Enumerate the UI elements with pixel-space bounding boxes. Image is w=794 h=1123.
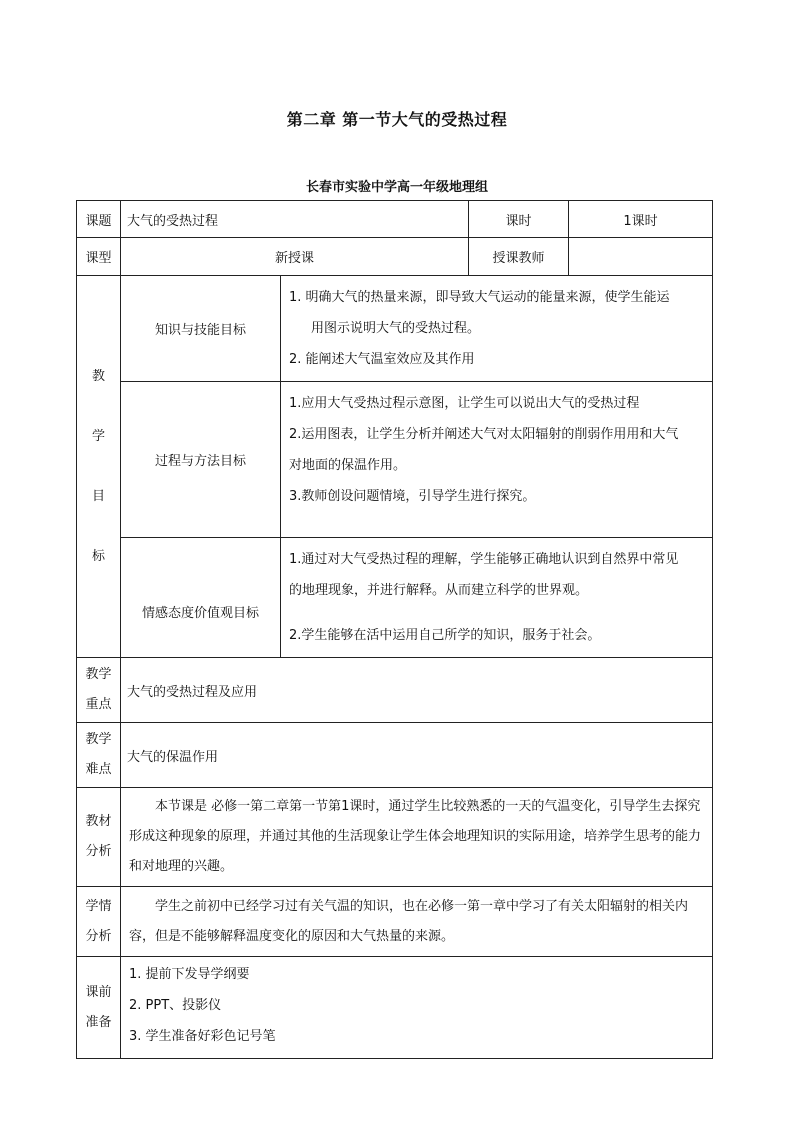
list-item: 3. 学生准备好彩色记号笔: [129, 1029, 276, 1044]
key-point-value: 大气的受热过程及应用: [121, 658, 713, 723]
material-label: 教材 分析: [77, 788, 121, 887]
difficulty-value: 大气的保温作用: [121, 723, 713, 788]
goals-label-char: 教: [91, 368, 105, 384]
goal-line: 1. 明确大气的热量来源，即导致大气运动的能量来源，使学生能运: [289, 290, 670, 305]
attitude-goal-content: [281, 538, 713, 658]
goal-knowledge-row: [77, 276, 713, 382]
process-goal-content: [281, 382, 713, 538]
learner-row: [77, 887, 713, 957]
difficulty-row: [77, 723, 713, 788]
topic-label: 课题: [77, 201, 121, 238]
material-row: [77, 788, 713, 887]
row-topic: [77, 201, 713, 238]
goal-attitude-row: [77, 538, 713, 658]
goals-label: [77, 276, 121, 658]
goal-line: 1.通过对大气受热过程的理解，学生能够正确地认识到自然界中常见: [289, 552, 679, 567]
difficulty-label: 教学 难点: [77, 723, 121, 788]
key-point-row: [77, 658, 713, 723]
row-type: [77, 238, 713, 276]
knowledge-goal-label: 知识与技能目标: [121, 276, 281, 382]
goal-line: 对地面的保温作用。: [289, 458, 407, 473]
attitude-goal-label: 情感态度价值观目标: [121, 538, 281, 658]
knowledge-goal-content: [281, 276, 713, 382]
prep-row: [77, 957, 713, 1059]
goal-line: 2.学生能够在活中运用自己所学的知识，服务于社会。: [289, 628, 601, 643]
goal-line: 的地理现象，并进行解释。从而建立科学的世界观。: [289, 583, 589, 598]
goal-line: 用图示说明大气的受热过程。: [311, 321, 481, 336]
learner-value: 学生之前初中已经学习过有关气温的知识，也在必修一第一章中学习了有关太阳辐射的相关内容，但是不能够解释温度变化的原因和大气热量的来源。: [121, 887, 713, 957]
goals-label-char: 目: [91, 488, 105, 504]
teacher-value: [569, 238, 713, 276]
document-subtitle: 长春市实验中学高一年级地理组: [305, 180, 488, 195]
goal-process-row: [77, 382, 713, 538]
topic-value: 大气的受热过程: [121, 201, 469, 238]
goals-label-char: 学: [91, 428, 105, 444]
teacher-label: 授课教师: [469, 238, 569, 276]
list-item: 2. PPT、投影仪: [129, 998, 222, 1013]
learner-label: 学情 分析: [77, 887, 121, 957]
goals-label-char: 标: [91, 548, 105, 564]
goal-line: 2.运用图表，让学生分析并阐述大气对太阳辐射的削弱作用用和大气: [289, 427, 679, 442]
hours-label: 课时: [469, 201, 569, 238]
type-value: 新授课: [121, 238, 469, 276]
process-goal-label: 过程与方法目标: [121, 382, 281, 538]
material-value: 本节课是 必修一第二章第一节第1课时，通过学生比较熟悉的一天的气温变化，引导学生去探究形成这种现象的原理，并通过其他的生活现象让学生体会地理知识的实际用途，培养学生思考的能力和对地理的兴趣。: [121, 788, 713, 887]
goal-line: 3.教师创设问题情境，引导学生进行探究。: [289, 489, 536, 504]
document-title: 第二章 第一节大气的受热过程: [286, 110, 508, 129]
prep-list: [121, 957, 713, 1059]
goal-line: 1.应用大气受热过程示意图，让学生可以说出大气的受热过程: [289, 396, 640, 411]
type-label: 课型: [77, 238, 121, 276]
list-item: 1. 提前下发导学纲要: [129, 967, 250, 982]
key-point-label: 教学 重点: [77, 658, 121, 723]
lesson-plan-table: [76, 200, 713, 1059]
hours-value: 1课时: [569, 201, 713, 238]
prep-label: 课前 准备: [77, 957, 121, 1059]
goal-line: 2. 能阐述大气温室效应及其作用: [289, 352, 475, 367]
